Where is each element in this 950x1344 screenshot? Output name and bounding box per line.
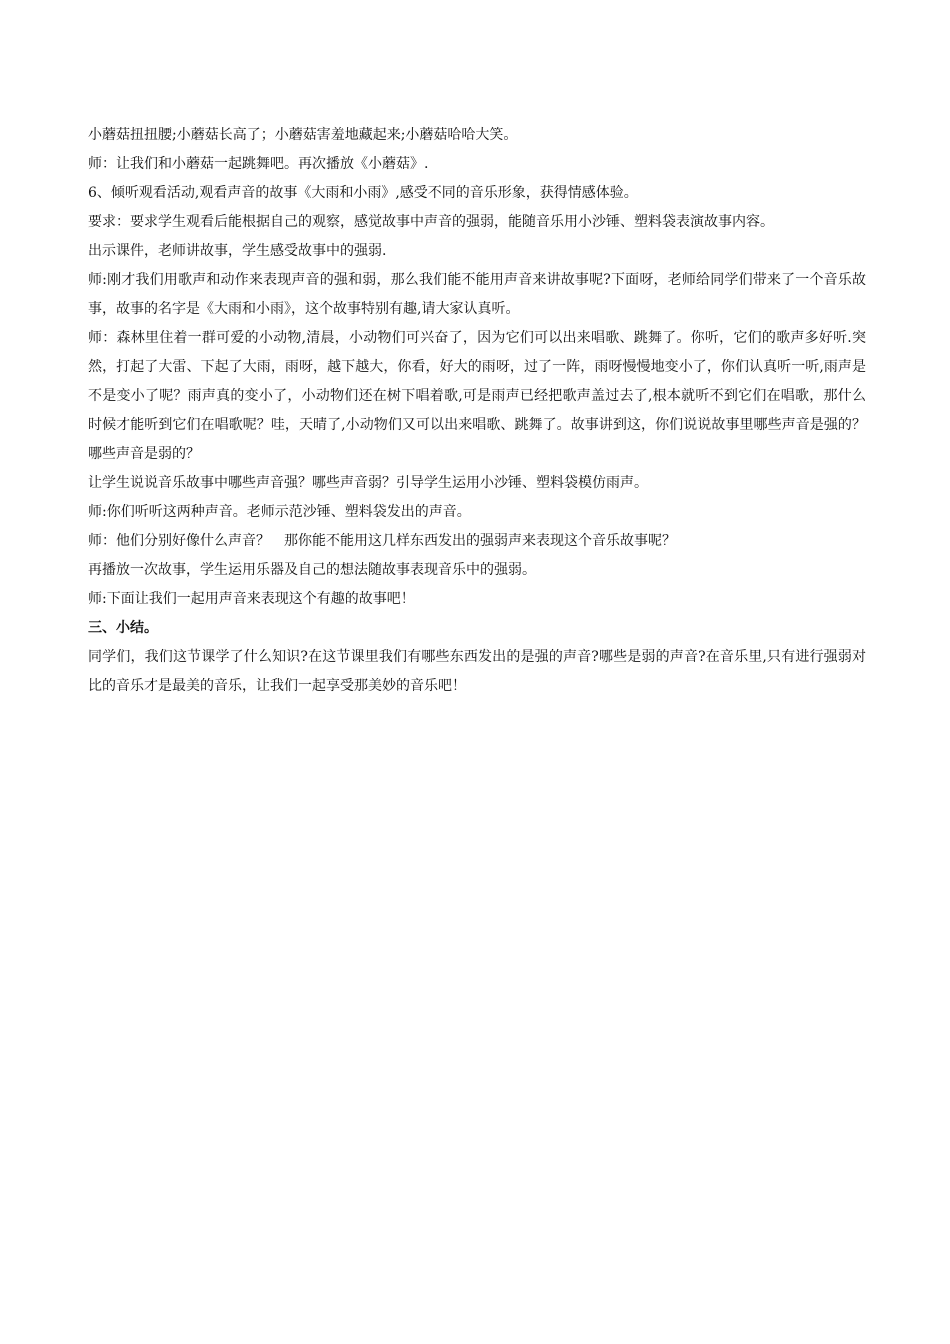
paragraph-summary: 同学们，我们这节课学了什么知识?在这节课里我们有哪些东西发出的是强的声音?哪些是弱的声音?在音乐里,只有进行强弱对比的音乐才是最美的音乐，让我们一起享受那美妙的音乐吧！: [88, 649, 866, 694]
paragraph-students-discuss: 让学生说说音乐故事中哪些声音强？哪些声音弱？引导学生运用小沙锤、塑料袋模仿雨声。: [88, 475, 648, 491]
paragraph-activity-6: 6、倾听观看活动,观看声音的故事《大雨和小雨》,感受不同的音乐形象，获得情感体验。: [88, 185, 638, 201]
paragraph-requirements: 要求：要求学生观看后能根据自己的观察，感觉故事中声音的强弱，能随音乐用小沙锤、塑料袋表演故事内容。: [88, 214, 774, 230]
paragraph-forest-story: 师：森林里住着一群可爱的小动物,清晨，小动物们可兴奋了，因为它们可以出来唱歌、跳舞了。你听，它们的歌声多好听.突然，打起了大雷、下起了大雨，雨呀，越下越大，你看，好大的雨呀，过了一阵，雨呀慢慢地变小了，你们认真听一听,雨声是不是变小了呢？雨声真的变小了，小动物们还在树下唱着歌,可是雨声已经把歌声盖过去了,根本就听不到它们在唱歌，那什么时候才能听到它们在唱歌呢？哇，天晴了,小动物们又可以出来唱歌、跳舞了。故事讲到这，你们说说故事里哪些声音是强的？哪些声音是弱的？: [88, 330, 866, 462]
paragraph-listen-sounds: 师:你们听听这两种声音。老师示范沙锤、塑料袋发出的声音。: [88, 504, 471, 520]
section-heading-summary: 三、小结。: [88, 620, 158, 636]
paragraph-dance-together: 师：让我们和小蘑菇一起跳舞吧。再次播放《小蘑菇》.: [88, 156, 429, 172]
paragraph-perform-together: 师:下面让我们一起用声音来表现这个有趣的故事吧！: [88, 591, 415, 607]
document-page: [88, 121, 866, 701]
paragraph-what-sounds: 师：他们分别好像什么声音？ 那你能不能用这几样东西发出的强弱声来表现这个音乐故事呢？: [88, 533, 676, 549]
paragraph-teacher-intro-story: 师:刚才我们用歌声和动作来表现声音的强和弱，那么我们能不能用声音来讲故事呢?下面呀，老师给同学们带来了一个音乐故事，故事的名字是《大雨和小雨》，这个故事特别有趣,请大家认真听。: [88, 272, 866, 317]
paragraph-replay-story: 再播放一次故事，学生运用乐器及自己的想法随故事表现音乐中的强弱。: [88, 562, 536, 578]
paragraph-mushroom-actions: 小蘑菇扭扭腰;小蘑菇长高了；小蘑菇害羞地藏起来;小蘑菇哈哈大笑。: [88, 127, 518, 143]
paragraph-show-courseware: 出示课件，老师讲故事，学生感受故事中的强弱.: [88, 243, 387, 259]
